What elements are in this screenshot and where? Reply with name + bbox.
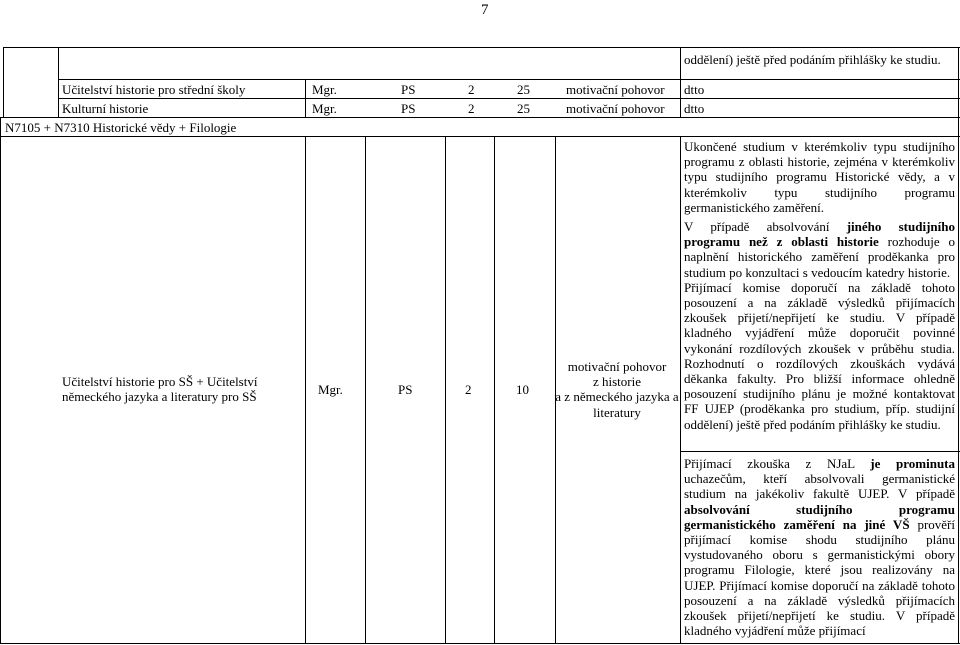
exam-line: motivační pohovor — [567, 359, 667, 374]
program-name-line1: Učitelství historie pro SŠ + Učitelství — [62, 374, 258, 389]
col-border — [680, 47, 681, 117]
program-name: Učitelství historie pro střední školy — [62, 82, 246, 97]
col-border — [958, 47, 959, 644]
col-border — [3, 47, 4, 117]
years: 2 — [468, 82, 475, 97]
note: dtto — [684, 101, 705, 116]
note-text-span: Přijímací zkouška z NJaL — [684, 456, 871, 471]
col-border — [58, 47, 59, 117]
note-text-span: rozhoduje o naplnění historického zaměření proděkanka pro studium po konzultaci s vedoucím katedry historie. — [684, 234, 955, 280]
note-bold-span: jiného studijního programu než z oblasti historie — [684, 219, 955, 250]
exam-cell — [552, 359, 682, 420]
program-name-line2: německého jazyka a literatury pro SŠ — [62, 389, 257, 404]
row-divider — [58, 79, 960, 80]
study-form: PS — [398, 382, 413, 397]
note-text-span: uchazečům, kteří absolvovali germanistické studium na jakékoliv fakultě UJEP. V případě — [684, 471, 955, 502]
note-paragraph — [684, 456, 955, 638]
col-border — [445, 136, 446, 644]
capacity: 25 — [517, 101, 530, 116]
years: 2 — [465, 382, 472, 397]
note-bold-span: absolvování studijního programu germanistického zaměření na jiné VŠ — [684, 501, 955, 532]
exam-line: z historie — [592, 374, 641, 390]
note-text-span: prověří přijímací komise shodu studijního plánu vystudovaného oboru s germanistickými obory programu Filologie, které jsou realizovány na UJEP. Přijímací komise doporučí na základě tohoto posouzení a na základě výsledků přijímacích zkoušek přijetí/nepřijetí ke studiu. V případě kladného vyjádření může přijímací — [684, 516, 955, 639]
table-bottom-border — [0, 643, 960, 644]
col-border — [494, 136, 495, 644]
col-border — [365, 136, 366, 644]
years: 2 — [468, 101, 475, 116]
note-text — [684, 139, 955, 432]
exam-line: a z německého jazyka a — [555, 389, 679, 405]
top-note: oddělení) ještě před podáním přihlášky ke studiu. — [684, 52, 941, 67]
row-divider — [0, 117, 960, 118]
group-heading: N7105 + N7310 Historické vědy + Filologie — [5, 120, 237, 135]
degree: Mgr. — [312, 101, 337, 116]
degree: Mgr. — [312, 82, 337, 97]
row-divider — [0, 136, 960, 137]
degree: Mgr. — [318, 382, 343, 397]
note-divider — [680, 451, 960, 452]
study-form: PS — [401, 82, 416, 97]
note: dtto — [684, 82, 705, 97]
capacity: 25 — [517, 82, 530, 97]
row-divider — [58, 98, 960, 99]
note-paragraph: Ukončené studium v kterémkoliv typu studijního programu z oblasti historie, zejména v kterémkoliv typu studijního programu Historické vědy, a v kterémkoliv typu studijního programu germanistického zaměření. — [684, 139, 955, 215]
exam-type: motivační pohovor — [566, 101, 665, 116]
exam-type: motivační pohovor — [566, 82, 665, 97]
col-border — [305, 136, 306, 644]
page-number: 7 — [481, 2, 489, 18]
capacity: 10 — [516, 382, 529, 397]
note-bold-span: je prominuta — [870, 456, 955, 471]
col-border — [305, 79, 306, 118]
note-paragraph: Přijímací komise doporučí na základě tohoto posouzení a na základě výsledků přijímacích zkoušek přijetí/nepřijetí ke studiu. V případě kladného vyjádření může doporučit povinné vykonání rozdílových zkoušek v průběhu studia. Rozhodnutí o rozdílových zkouškách vydává děkanka fakulty. Pro bližší informace ohledně posouzení studijního plánu je možné kontaktovat FF UJEP (proděkanka pro studium, příp. studijní oddělení) ještě před podáním přihlášky ke studiu. — [684, 279, 955, 432]
exam-line: literatury — [593, 404, 641, 420]
note-text-span: V případě absolvování — [684, 219, 847, 235]
program-name: Kulturní historie — [62, 101, 149, 116]
note-paragraph — [684, 219, 955, 280]
col-border — [0, 117, 1, 644]
note-text-2 — [684, 456, 955, 638]
study-form: PS — [401, 101, 416, 116]
table-top-border — [3, 47, 960, 48]
